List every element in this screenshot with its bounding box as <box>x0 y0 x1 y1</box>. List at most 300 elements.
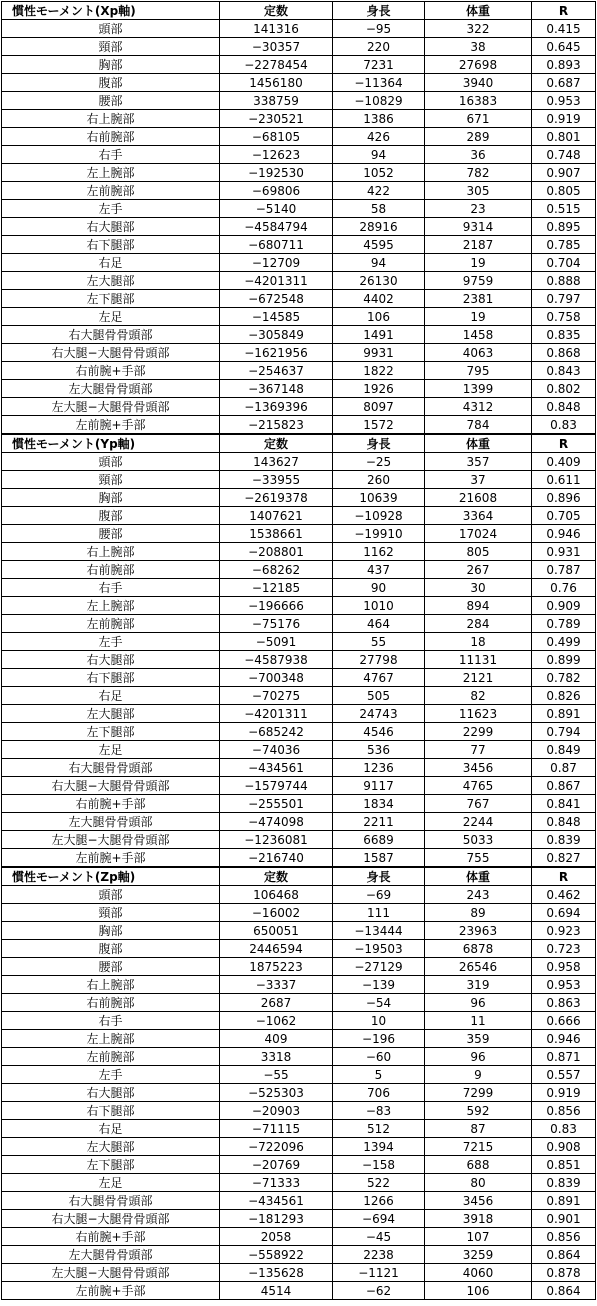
weight-coef-cell: 289 <box>425 128 532 146</box>
table-row <box>2 561 596 579</box>
r-cell: 0.946 <box>532 1030 596 1048</box>
table-row <box>2 1192 596 1210</box>
table-row <box>2 1012 596 1030</box>
weight-coef-cell: 894 <box>425 597 532 615</box>
r-cell: 0.895 <box>532 218 596 236</box>
constant-cell: −181293 <box>220 1210 333 1228</box>
height-coef-cell: 55 <box>333 633 425 651</box>
segment-cell: 右大腿−大腿骨骨頭部 <box>2 777 220 795</box>
weight-coef-cell: 26546 <box>425 958 532 976</box>
height-coef-cell: −95 <box>333 20 425 38</box>
segment-cell: 右大腿部 <box>2 1084 220 1102</box>
weight-coef-cell: 267 <box>425 561 532 579</box>
r-cell: 0.409 <box>532 453 596 471</box>
table-row <box>2 416 596 435</box>
weight-coef-cell: 3456 <box>425 1192 532 1210</box>
height-coef-cell: 706 <box>333 1084 425 1102</box>
r-cell: 0.83 <box>532 416 596 435</box>
constant-cell: 1875223 <box>220 958 333 976</box>
weight-coef-cell: 11131 <box>425 651 532 669</box>
segment-cell: 胸部 <box>2 489 220 507</box>
height-coef-cell: −54 <box>333 994 425 1012</box>
table-row <box>2 453 596 471</box>
segment-cell: 腰部 <box>2 92 220 110</box>
weight-coef-cell: 3259 <box>425 1246 532 1264</box>
weight-coef-cell: 11 <box>425 1012 532 1030</box>
constant-cell: −680711 <box>220 236 333 254</box>
table-row <box>2 38 596 56</box>
weight-coef-cell: 19 <box>425 308 532 326</box>
r-cell: 0.827 <box>532 849 596 868</box>
constant-cell: −70275 <box>220 687 333 705</box>
constant-cell: −69806 <box>220 182 333 200</box>
weight-header: 体重 <box>425 434 532 453</box>
height-coef-cell: −60 <box>333 1048 425 1066</box>
height-coef-cell: 94 <box>333 254 425 272</box>
segment-cell: 左前腕部 <box>2 1048 220 1066</box>
r-cell: 0.946 <box>532 525 596 543</box>
r-cell: 0.848 <box>532 813 596 831</box>
r-cell: 0.891 <box>532 1192 596 1210</box>
r-cell: 0.782 <box>532 669 596 687</box>
height-coef-cell: 10 <box>333 1012 425 1030</box>
constant-cell: 106468 <box>220 886 333 904</box>
constant-header: 定数 <box>220 434 333 453</box>
weight-coef-cell: 7299 <box>425 1084 532 1102</box>
weight-coef-cell: 4060 <box>425 1264 532 1282</box>
weight-coef-cell: 38 <box>425 38 532 56</box>
r-header: R <box>532 434 596 453</box>
r-cell: 0.705 <box>532 507 596 525</box>
height-coef-cell: 1834 <box>333 795 425 813</box>
r-cell: 0.611 <box>532 471 596 489</box>
table-row <box>2 326 596 344</box>
constant-cell: −3337 <box>220 976 333 994</box>
segment-cell: 右大腿−大腿骨骨頭部 <box>2 344 220 362</box>
segment-cell: 左手 <box>2 1066 220 1084</box>
constant-cell: −474098 <box>220 813 333 831</box>
r-cell: 0.864 <box>532 1282 596 1300</box>
r-cell: 0.856 <box>532 1228 596 1246</box>
height-coef-cell: 1394 <box>333 1138 425 1156</box>
table-row <box>2 922 596 940</box>
r-cell: 0.704 <box>532 254 596 272</box>
r-cell: 0.557 <box>532 1066 596 1084</box>
constant-cell: −1062 <box>220 1012 333 1030</box>
r-cell: 0.958 <box>532 958 596 976</box>
weight-coef-cell: 19 <box>425 254 532 272</box>
table-row <box>2 146 596 164</box>
axis-header: 慣性モーメント(Xp軸) <box>2 2 220 20</box>
height-coef-cell: 422 <box>333 182 425 200</box>
height-coef-cell: 24743 <box>333 705 425 723</box>
r-cell: 0.919 <box>532 1084 596 1102</box>
constant-cell: 1456180 <box>220 74 333 92</box>
r-cell: 0.899 <box>532 651 596 669</box>
r-header: R <box>532 2 596 20</box>
r-cell: 0.901 <box>532 1210 596 1228</box>
r-cell: 0.864 <box>532 1246 596 1264</box>
constant-cell: 1407621 <box>220 507 333 525</box>
r-cell: 0.841 <box>532 795 596 813</box>
constant-cell: −5091 <box>220 633 333 651</box>
r-cell: 0.893 <box>532 56 596 74</box>
constant-cell: 2687 <box>220 994 333 1012</box>
table-row <box>2 994 596 1012</box>
segment-cell: 右前腕+手部 <box>2 795 220 813</box>
weight-coef-cell: 359 <box>425 1030 532 1048</box>
constant-cell: −75176 <box>220 615 333 633</box>
segment-cell: 左大腿骨骨頭部 <box>2 380 220 398</box>
weight-coef-cell: 243 <box>425 886 532 904</box>
table-row <box>2 128 596 146</box>
table-row <box>2 1210 596 1228</box>
constant-cell: −20903 <box>220 1102 333 1120</box>
r-cell: 0.867 <box>532 777 596 795</box>
r-cell: 0.923 <box>532 922 596 940</box>
constant-cell: −305849 <box>220 326 333 344</box>
height-coef-cell: 4595 <box>333 236 425 254</box>
weight-coef-cell: 4063 <box>425 344 532 362</box>
table-row <box>2 1264 596 1282</box>
table-row <box>2 687 596 705</box>
weight-coef-cell: 96 <box>425 994 532 1012</box>
segment-cell: 右前腕+手部 <box>2 362 220 380</box>
weight-coef-cell: 9 <box>425 1066 532 1084</box>
height-coef-cell: 220 <box>333 38 425 56</box>
r-cell: 0.645 <box>532 38 596 56</box>
table-row <box>2 723 596 741</box>
segment-cell: 左手 <box>2 200 220 218</box>
height-header: 身長 <box>333 2 425 20</box>
weight-coef-cell: 21608 <box>425 489 532 507</box>
height-coef-cell: 437 <box>333 561 425 579</box>
constant-cell: −2278454 <box>220 56 333 74</box>
weight-coef-cell: 755 <box>425 849 532 868</box>
weight-coef-cell: 80 <box>425 1174 532 1192</box>
height-coef-cell: −19910 <box>333 525 425 543</box>
r-cell: 0.908 <box>532 1138 596 1156</box>
r-cell: 0.907 <box>532 164 596 182</box>
segment-cell: 頭部 <box>2 20 220 38</box>
segment-cell: 右下腿部 <box>2 1102 220 1120</box>
weight-coef-cell: 27698 <box>425 56 532 74</box>
segment-cell: 右大腿骨骨頭部 <box>2 326 220 344</box>
r-cell: 0.891 <box>532 705 596 723</box>
segment-cell: 腰部 <box>2 958 220 976</box>
height-coef-cell: −10928 <box>333 507 425 525</box>
weight-coef-cell: 305 <box>425 182 532 200</box>
height-coef-cell: −694 <box>333 1210 425 1228</box>
weight-coef-cell: 30 <box>425 579 532 597</box>
constant-cell: −192530 <box>220 164 333 182</box>
constant-cell: −71333 <box>220 1174 333 1192</box>
r-cell: 0.666 <box>532 1012 596 1030</box>
segment-cell: 胸部 <box>2 56 220 74</box>
segment-cell: 右大腿骨骨頭部 <box>2 1192 220 1210</box>
height-coef-cell: 1162 <box>333 543 425 561</box>
height-coef-cell: 94 <box>333 146 425 164</box>
r-cell: 0.843 <box>532 362 596 380</box>
r-cell: 0.723 <box>532 940 596 958</box>
height-coef-cell: 4402 <box>333 290 425 308</box>
constant-cell: −254637 <box>220 362 333 380</box>
table-row <box>2 308 596 326</box>
segment-cell: 右足 <box>2 254 220 272</box>
table-row <box>2 651 596 669</box>
segment-cell: 左前腕部 <box>2 615 220 633</box>
r-cell: 0.848 <box>532 398 596 416</box>
weight-coef-cell: 9759 <box>425 272 532 290</box>
height-coef-cell: 1822 <box>333 362 425 380</box>
constant-cell: 3318 <box>220 1048 333 1066</box>
r-cell: 0.839 <box>532 1174 596 1192</box>
table-row <box>2 290 596 308</box>
segment-cell: 頸部 <box>2 904 220 922</box>
table-row <box>2 1084 596 1102</box>
segment-cell: 左大腿部 <box>2 1138 220 1156</box>
r-cell: 0.797 <box>532 290 596 308</box>
segment-cell: 左前腕部 <box>2 182 220 200</box>
segment-cell: 右下腿部 <box>2 236 220 254</box>
constant-cell: −255501 <box>220 795 333 813</box>
segment-cell: 左前腕+手部 <box>2 849 220 868</box>
segment-cell: 左前腕+手部 <box>2 416 220 435</box>
weight-coef-cell: 767 <box>425 795 532 813</box>
height-coef-cell: 4767 <box>333 669 425 687</box>
constant-cell: −434561 <box>220 759 333 777</box>
height-coef-cell: 7231 <box>333 56 425 74</box>
segment-cell: 左足 <box>2 741 220 759</box>
height-coef-cell: −25 <box>333 453 425 471</box>
constant-cell: −4201311 <box>220 272 333 290</box>
r-cell: 0.919 <box>532 110 596 128</box>
constant-cell: −230521 <box>220 110 333 128</box>
table-row <box>2 92 596 110</box>
weight-coef-cell: 1399 <box>425 380 532 398</box>
weight-coef-cell: 319 <box>425 976 532 994</box>
r-cell: 0.76 <box>532 579 596 597</box>
weight-coef-cell: 2187 <box>425 236 532 254</box>
segment-cell: 左大腿−大腿骨骨頭部 <box>2 831 220 849</box>
table-row <box>2 380 596 398</box>
height-coef-cell: −83 <box>333 1102 425 1120</box>
segment-cell: 右大腿部 <box>2 218 220 236</box>
table-row <box>2 489 596 507</box>
r-cell: 0.87 <box>532 759 596 777</box>
table-row <box>2 272 596 290</box>
height-coef-cell: 1052 <box>333 164 425 182</box>
constant-cell: −4584794 <box>220 218 333 236</box>
height-coef-cell: 90 <box>333 579 425 597</box>
r-cell: 0.787 <box>532 561 596 579</box>
weight-coef-cell: 17024 <box>425 525 532 543</box>
table-row <box>2 1174 596 1192</box>
height-coef-cell: 9931 <box>333 344 425 362</box>
table-row <box>2 1030 596 1048</box>
segment-cell: 右足 <box>2 1120 220 1138</box>
height-coef-cell: 106 <box>333 308 425 326</box>
height-coef-cell: −10829 <box>333 92 425 110</box>
segment-cell: 右大腿部 <box>2 651 220 669</box>
table-row <box>2 74 596 92</box>
segment-cell: 右大腿−大腿骨骨頭部 <box>2 1210 220 1228</box>
height-coef-cell: 10639 <box>333 489 425 507</box>
table-row <box>2 20 596 38</box>
segment-cell: 右下腿部 <box>2 669 220 687</box>
constant-cell: −685242 <box>220 723 333 741</box>
weight-coef-cell: 1458 <box>425 326 532 344</box>
constant-cell: 409 <box>220 1030 333 1048</box>
weight-coef-cell: 23963 <box>425 922 532 940</box>
height-coef-cell: −45 <box>333 1228 425 1246</box>
table-row <box>2 110 596 128</box>
segment-cell: 右前腕部 <box>2 561 220 579</box>
constant-cell: −71115 <box>220 1120 333 1138</box>
r-cell: 0.909 <box>532 597 596 615</box>
segment-cell: 右前腕部 <box>2 994 220 1012</box>
table-row <box>2 741 596 759</box>
weight-coef-cell: 4765 <box>425 777 532 795</box>
table-row <box>2 1156 596 1174</box>
constant-cell: −672548 <box>220 290 333 308</box>
table-row <box>2 1138 596 1156</box>
weight-coef-cell: 106 <box>425 1282 532 1300</box>
segment-cell: 右前腕部 <box>2 128 220 146</box>
weight-coef-cell: 9314 <box>425 218 532 236</box>
height-coef-cell: 512 <box>333 1120 425 1138</box>
constant-cell: −434561 <box>220 1192 333 1210</box>
weight-coef-cell: 795 <box>425 362 532 380</box>
weight-coef-cell: 671 <box>425 110 532 128</box>
height-coef-cell: −196 <box>333 1030 425 1048</box>
segment-cell: 右手 <box>2 579 220 597</box>
segment-cell: 左大腿骨骨頭部 <box>2 813 220 831</box>
section-header-row <box>2 2 596 20</box>
r-cell: 0.896 <box>532 489 596 507</box>
constant-cell: 4514 <box>220 1282 333 1300</box>
section-header-row <box>2 434 596 453</box>
height-coef-cell: −13444 <box>333 922 425 940</box>
axis-header: 慣性モーメント(Yp軸) <box>2 434 220 453</box>
segment-cell: 右大腿骨骨頭部 <box>2 759 220 777</box>
segment-cell: 右手 <box>2 146 220 164</box>
height-coef-cell: 1266 <box>333 1192 425 1210</box>
r-cell: 0.856 <box>532 1102 596 1120</box>
r-cell: 0.802 <box>532 380 596 398</box>
r-cell: 0.851 <box>532 1156 596 1174</box>
table-row <box>2 543 596 561</box>
constant-cell: −20769 <box>220 1156 333 1174</box>
constant-cell: −135628 <box>220 1264 333 1282</box>
segment-cell: 右手 <box>2 1012 220 1030</box>
constant-cell: −558922 <box>220 1246 333 1264</box>
height-coef-cell: 464 <box>333 615 425 633</box>
constant-cell: −1579744 <box>220 777 333 795</box>
constant-cell: −33955 <box>220 471 333 489</box>
table-row <box>2 940 596 958</box>
height-header: 身長 <box>333 867 425 886</box>
constant-cell: −208801 <box>220 543 333 561</box>
weight-coef-cell: 688 <box>425 1156 532 1174</box>
r-cell: 0.415 <box>532 20 596 38</box>
constant-cell: −68105 <box>220 128 333 146</box>
weight-coef-cell: 96 <box>425 1048 532 1066</box>
segment-cell: 左大腿部 <box>2 272 220 290</box>
constant-cell: −12623 <box>220 146 333 164</box>
height-coef-cell: 58 <box>333 200 425 218</box>
table-row <box>2 1066 596 1084</box>
constant-cell: −215823 <box>220 416 333 435</box>
weight-coef-cell: 3456 <box>425 759 532 777</box>
r-header: R <box>532 867 596 886</box>
constant-cell: −1236081 <box>220 831 333 849</box>
height-coef-cell: −1121 <box>333 1264 425 1282</box>
constant-cell: −74036 <box>220 741 333 759</box>
weight-coef-cell: 3918 <box>425 1210 532 1228</box>
r-cell: 0.839 <box>532 831 596 849</box>
height-coef-cell: −11364 <box>333 74 425 92</box>
r-cell: 0.849 <box>532 741 596 759</box>
segment-cell: 左足 <box>2 308 220 326</box>
weight-coef-cell: 284 <box>425 615 532 633</box>
r-cell: 0.835 <box>532 326 596 344</box>
r-cell: 0.805 <box>532 182 596 200</box>
table-row <box>2 182 596 200</box>
table-row <box>2 218 596 236</box>
segment-cell: 左足 <box>2 1174 220 1192</box>
table-row <box>2 1102 596 1120</box>
segment-cell: 左大腿−大腿骨骨頭部 <box>2 398 220 416</box>
constant-cell: −12185 <box>220 579 333 597</box>
height-coef-cell: 536 <box>333 741 425 759</box>
table-row <box>2 254 596 272</box>
r-cell: 0.694 <box>532 904 596 922</box>
r-cell: 0.953 <box>532 976 596 994</box>
r-cell: 0.83 <box>532 1120 596 1138</box>
height-coef-cell: 1236 <box>333 759 425 777</box>
table-row <box>2 795 596 813</box>
height-coef-cell: 1491 <box>333 326 425 344</box>
height-coef-cell: 5 <box>333 1066 425 1084</box>
table-row <box>2 344 596 362</box>
segment-cell: 頭部 <box>2 453 220 471</box>
weight-coef-cell: 2381 <box>425 290 532 308</box>
constant-cell: −16002 <box>220 904 333 922</box>
weight-header: 体重 <box>425 2 532 20</box>
r-cell: 0.801 <box>532 128 596 146</box>
segment-cell: 腰部 <box>2 525 220 543</box>
r-cell: 0.953 <box>532 92 596 110</box>
table-row <box>2 1246 596 1264</box>
height-coef-cell: 1572 <box>333 416 425 435</box>
segment-cell: 左下腿部 <box>2 723 220 741</box>
height-coef-cell: 28916 <box>333 218 425 236</box>
constant-cell: −525303 <box>220 1084 333 1102</box>
height-coef-cell: 1926 <box>333 380 425 398</box>
weight-coef-cell: 782 <box>425 164 532 182</box>
segment-cell: 左大腿−大腿骨骨頭部 <box>2 1264 220 1282</box>
table-row <box>2 1282 596 1300</box>
height-coef-cell: −62 <box>333 1282 425 1300</box>
segment-cell: 右上腕部 <box>2 543 220 561</box>
height-coef-cell: 27798 <box>333 651 425 669</box>
height-coef-cell: 260 <box>333 471 425 489</box>
segment-cell: 右上腕部 <box>2 976 220 994</box>
constant-cell: −216740 <box>220 849 333 868</box>
weight-coef-cell: 322 <box>425 20 532 38</box>
table-row <box>2 633 596 651</box>
